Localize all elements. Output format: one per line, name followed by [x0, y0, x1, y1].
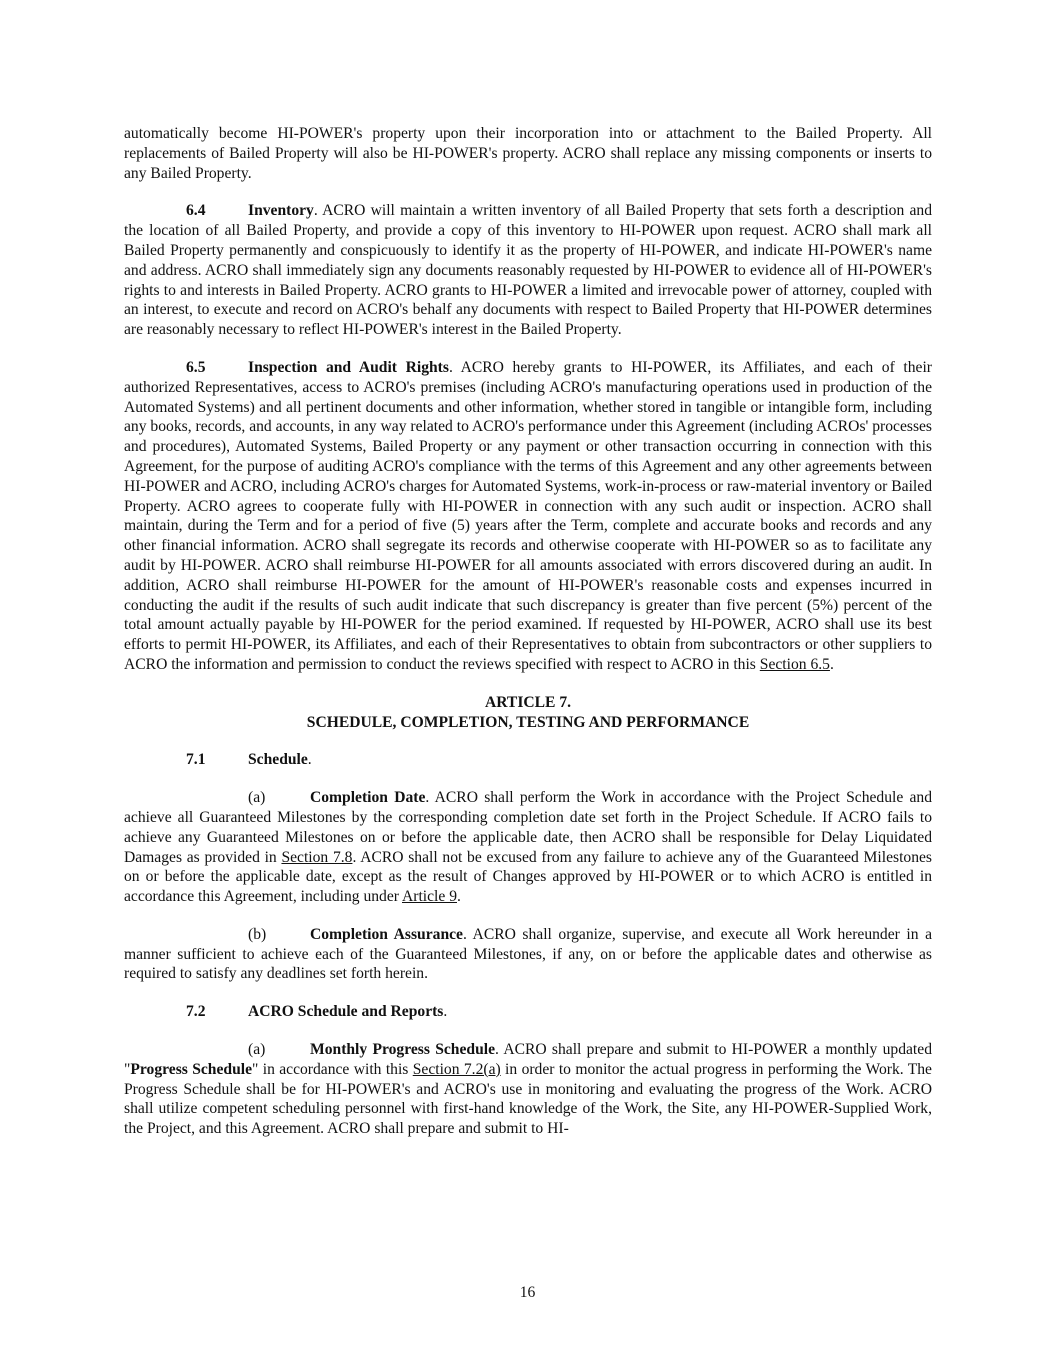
subsection-body: . ACRO shall organize, supervise, and execute all Work hereunder in a manner sufficient to achieve each of the Guaranteed Milestones, if any, on or before the applicable dates and otherwise as required to satisfy any deadlines set forth herein. [124, 925, 932, 983]
section-7-1-b [124, 925, 932, 984]
punctuation: . [443, 1003, 448, 1021]
defined-term: Progress Schedule [130, 1060, 252, 1078]
section-title: ACRO Schedule and Reports [248, 1003, 444, 1021]
section-reference-link[interactable]: Section 7.8 [281, 848, 353, 866]
section-reference-link[interactable]: Section 6.5 [759, 655, 830, 673]
article-title: SCHEDULE, COMPLETION, TESTING AND PERFORMANCE [306, 713, 750, 731]
punctuation: . [829, 655, 834, 673]
section-6-4 [124, 201, 932, 340]
subsection-body: " in accordance with this [252, 1060, 413, 1078]
section-reference-link[interactable]: Section 7.2(a) [412, 1060, 501, 1078]
page-number: 16 [519, 1284, 536, 1301]
subsection-body: . ACRO shall prepare and submit to HI-POWER a monthly updated " [124, 1041, 932, 1078]
subsection-label: (a) [248, 1041, 266, 1059]
section-number: 6.4 [186, 202, 206, 220]
section-number: 6.5 [186, 358, 206, 376]
punctuation: . [307, 751, 312, 769]
subsection-title: Completion Assurance [310, 925, 463, 943]
section-number: 7.2 [186, 1003, 206, 1021]
section-number: 7.1 [186, 751, 206, 769]
subsection-label: (a) [248, 789, 266, 807]
section-7-2 [124, 1002, 932, 1022]
paragraph-continued: automatically become HI-POWER's property upon their incorporation into or attachment to the Bailed Property. All replacements of Bailed Property will also be HI-POWER's property. ACRO shall replace any missing components or inserts to any Bailed Property. [124, 125, 932, 182]
section-7-1 [124, 750, 932, 770]
subsection-body: . ACRO shall perform the Work in accordance with the Project Schedule and achieve all Guaranteed Milestones by the corresponding completion date set forth in the Project Schedule. If ACRO fails to achieve any Guaranteed Milestones on or before the applicable date, then ACRO shall be responsible for Delay Liquidated Damages as provided in [124, 789, 932, 866]
section-7-1-a [124, 788, 932, 907]
section-title: Schedule [248, 751, 308, 769]
subsection-title: Completion Date [310, 789, 426, 807]
section-title: Inspection and Audit Rights [248, 358, 449, 376]
subsection-body: . ACRO shall not be excused from any failure to achieve any of the Guaranteed Milestones on or before the applicable date, except as the result of Changes approved by HI-POWER or to which ACRO is entitled in accordance this Agreement, including under [124, 848, 932, 906]
article-number: ARTICLE 7. [484, 693, 572, 711]
subsection-title: Monthly Progress Schedule [310, 1041, 495, 1059]
subsection-label: (b) [248, 925, 267, 943]
article-reference-link[interactable]: Article 9 [402, 888, 457, 906]
section-7-2-a [124, 1040, 932, 1139]
punctuation: . [457, 888, 461, 906]
section-6-5 [124, 358, 932, 675]
document-page [124, 124, 932, 1157]
section-title: Inventory [248, 202, 314, 220]
article-heading [124, 693, 932, 733]
section-body: . ACRO will maintain a written inventory of all Bailed Property that sets forth a description and the location of all Bailed Property, and provide a copy of this inventory to HI-POWER upon request. ACRO shall mark all Bailed Property permanently and conspicuously to identify it as the property of HI-POWER, and indicate HI-POWER's name and address. ACRO shall immediately sign any documents reasonably requested by HI-POWER to evidence all of HI-POWER's rights to and interests in Bailed Property. ACRO grants to HI-POWER a limited and irrevocable power of attorney, coupled with an interest, to execute and record on ACRO's behalf any documents with respect to Bailed Property that HI-POWER determines are reasonably necessary to reflect HI-POWER's interest in the Bailed Property. [124, 202, 932, 339]
subsection-body: in order to monitor the actual progress in performing the Work. The Progress Schedule shall be for HI-POWER's and ACRO's use in monitoring and evaluating the progress of the Work. ACRO shall utilize competent scheduling personnel with first-hand knowledge of the Work, the Site, any HI-POWER-Supplied Work, the Project, and this Agreement. ACRO shall prepare and submit to HI- [124, 1060, 932, 1138]
section-body: . ACRO hereby grants to HI-POWER, its Affiliates, and each of their authorized Representatives, access to ACRO's premises (including ACRO's manufacturing operations used in production of the Automated Systems) and all pertinent documents and other information, whether stored in tangible or intangible form, including any books, records, and accounts, in any way related to ACRO's performance under this Agreement (including ACROs' processes and procedures), Automated Systems, Bailed Property or any payment or other transaction occurring in connection with this Agreement, for the purpose of auditing ACRO's compliance with the terms of this Agreement and any other agreements between HI-POWER and ACRO, including ACRO's charges for Automated Systems, work-in-process or raw-material inventory or Bailed Property. ACRO agrees to cooperate fully with HI-POWER in connection with any such audit or inspection. ACRO shall maintain, during the Term and for a period of five (5) years after the Term, complete and accurate books and records and any other financial information. ACRO shall segregate its records and otherwise cooperate with HI-POWER so as to facilitate any audit by HI-POWER. ACRO shall reimburse HI-POWER for all amounts associated with errors discovered during an audit. In addition, ACRO shall reimburse HI-POWER for the amount of HI-POWER's reasonable costs and expenses incurred in conducting the audit if the results of such audit indicate that such discrepancy is greater than five percent (5%) percent of the total amount actually payable by HI-POWER for the period examined. If requested by HI-POWER, ACRO shall use its best efforts to permit HI-POWER, its Affiliates, and each of their Representatives to obtain from subcontractors or other suppliers to ACRO the information and permission to conduct the reviews specified with respect to ACRO in this [124, 358, 932, 673]
